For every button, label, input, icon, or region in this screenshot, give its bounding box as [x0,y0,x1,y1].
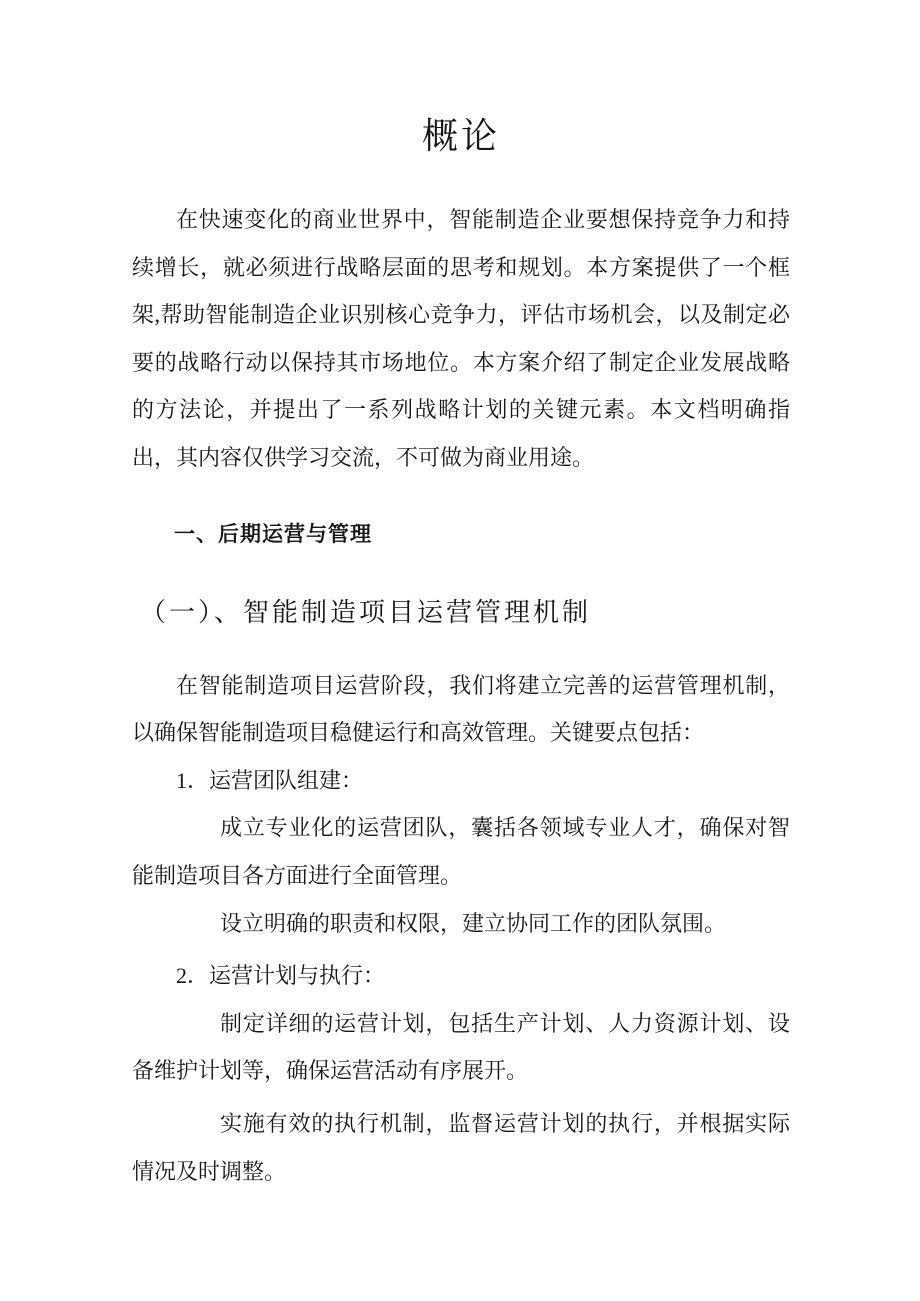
list-item-2-label: 2．运营计划与执行： [176,963,386,989]
list-item-1-detail-1: 成立专业化的运营团队，囊括各领域专业人才，确保对智能制造项目各方面进行全面管理。 [132,815,790,888]
section-heading: 一、后期运营与管理 [174,521,372,546]
list-item-2-detail-1: 制定详细的运营计划，包括生产计划、人力资源计划、设备维护计划等，确保运营活动有序展开。 [132,1010,790,1084]
list-item-2-detail-2: 实施有效的执行机制，监督运营计划的执行，并根据实际情况及时调整。 [132,1110,790,1184]
lead-paragraph: 在智能制造项目运营阶段，我们将建立完善的运营管理机制，以确保智能制造项目稳健运行和高效管理。关键要点包括： [132,672,790,746]
list-item-1-detail-2: 设立明确的职责和权限，建立协同工作的团队氛围。 [220,910,727,936]
subsection-heading: （一）、智能制造项目运营管理机制 [140,597,592,627]
list-item-1-label: 1．运营团队组建： [176,767,364,793]
intro-paragraph: 在快速变化的商业世界中，智能制造企业要想保持竞争力和持续增长，就必须进行战略层面的思考和规划。本方案提供了一个框架,帮助智能制造企业识别核心竞争力，评估市场机会，以及制定必要的战略行动以保持其市场地位。本方案介绍了制定企业发展战略的方法论，并提出了一系列战略计划的关键元素。本文档明确指出，其内容仅供学习交流，不可做为商业用途。 [132,207,790,470]
document-title: 概论 [421,116,500,156]
